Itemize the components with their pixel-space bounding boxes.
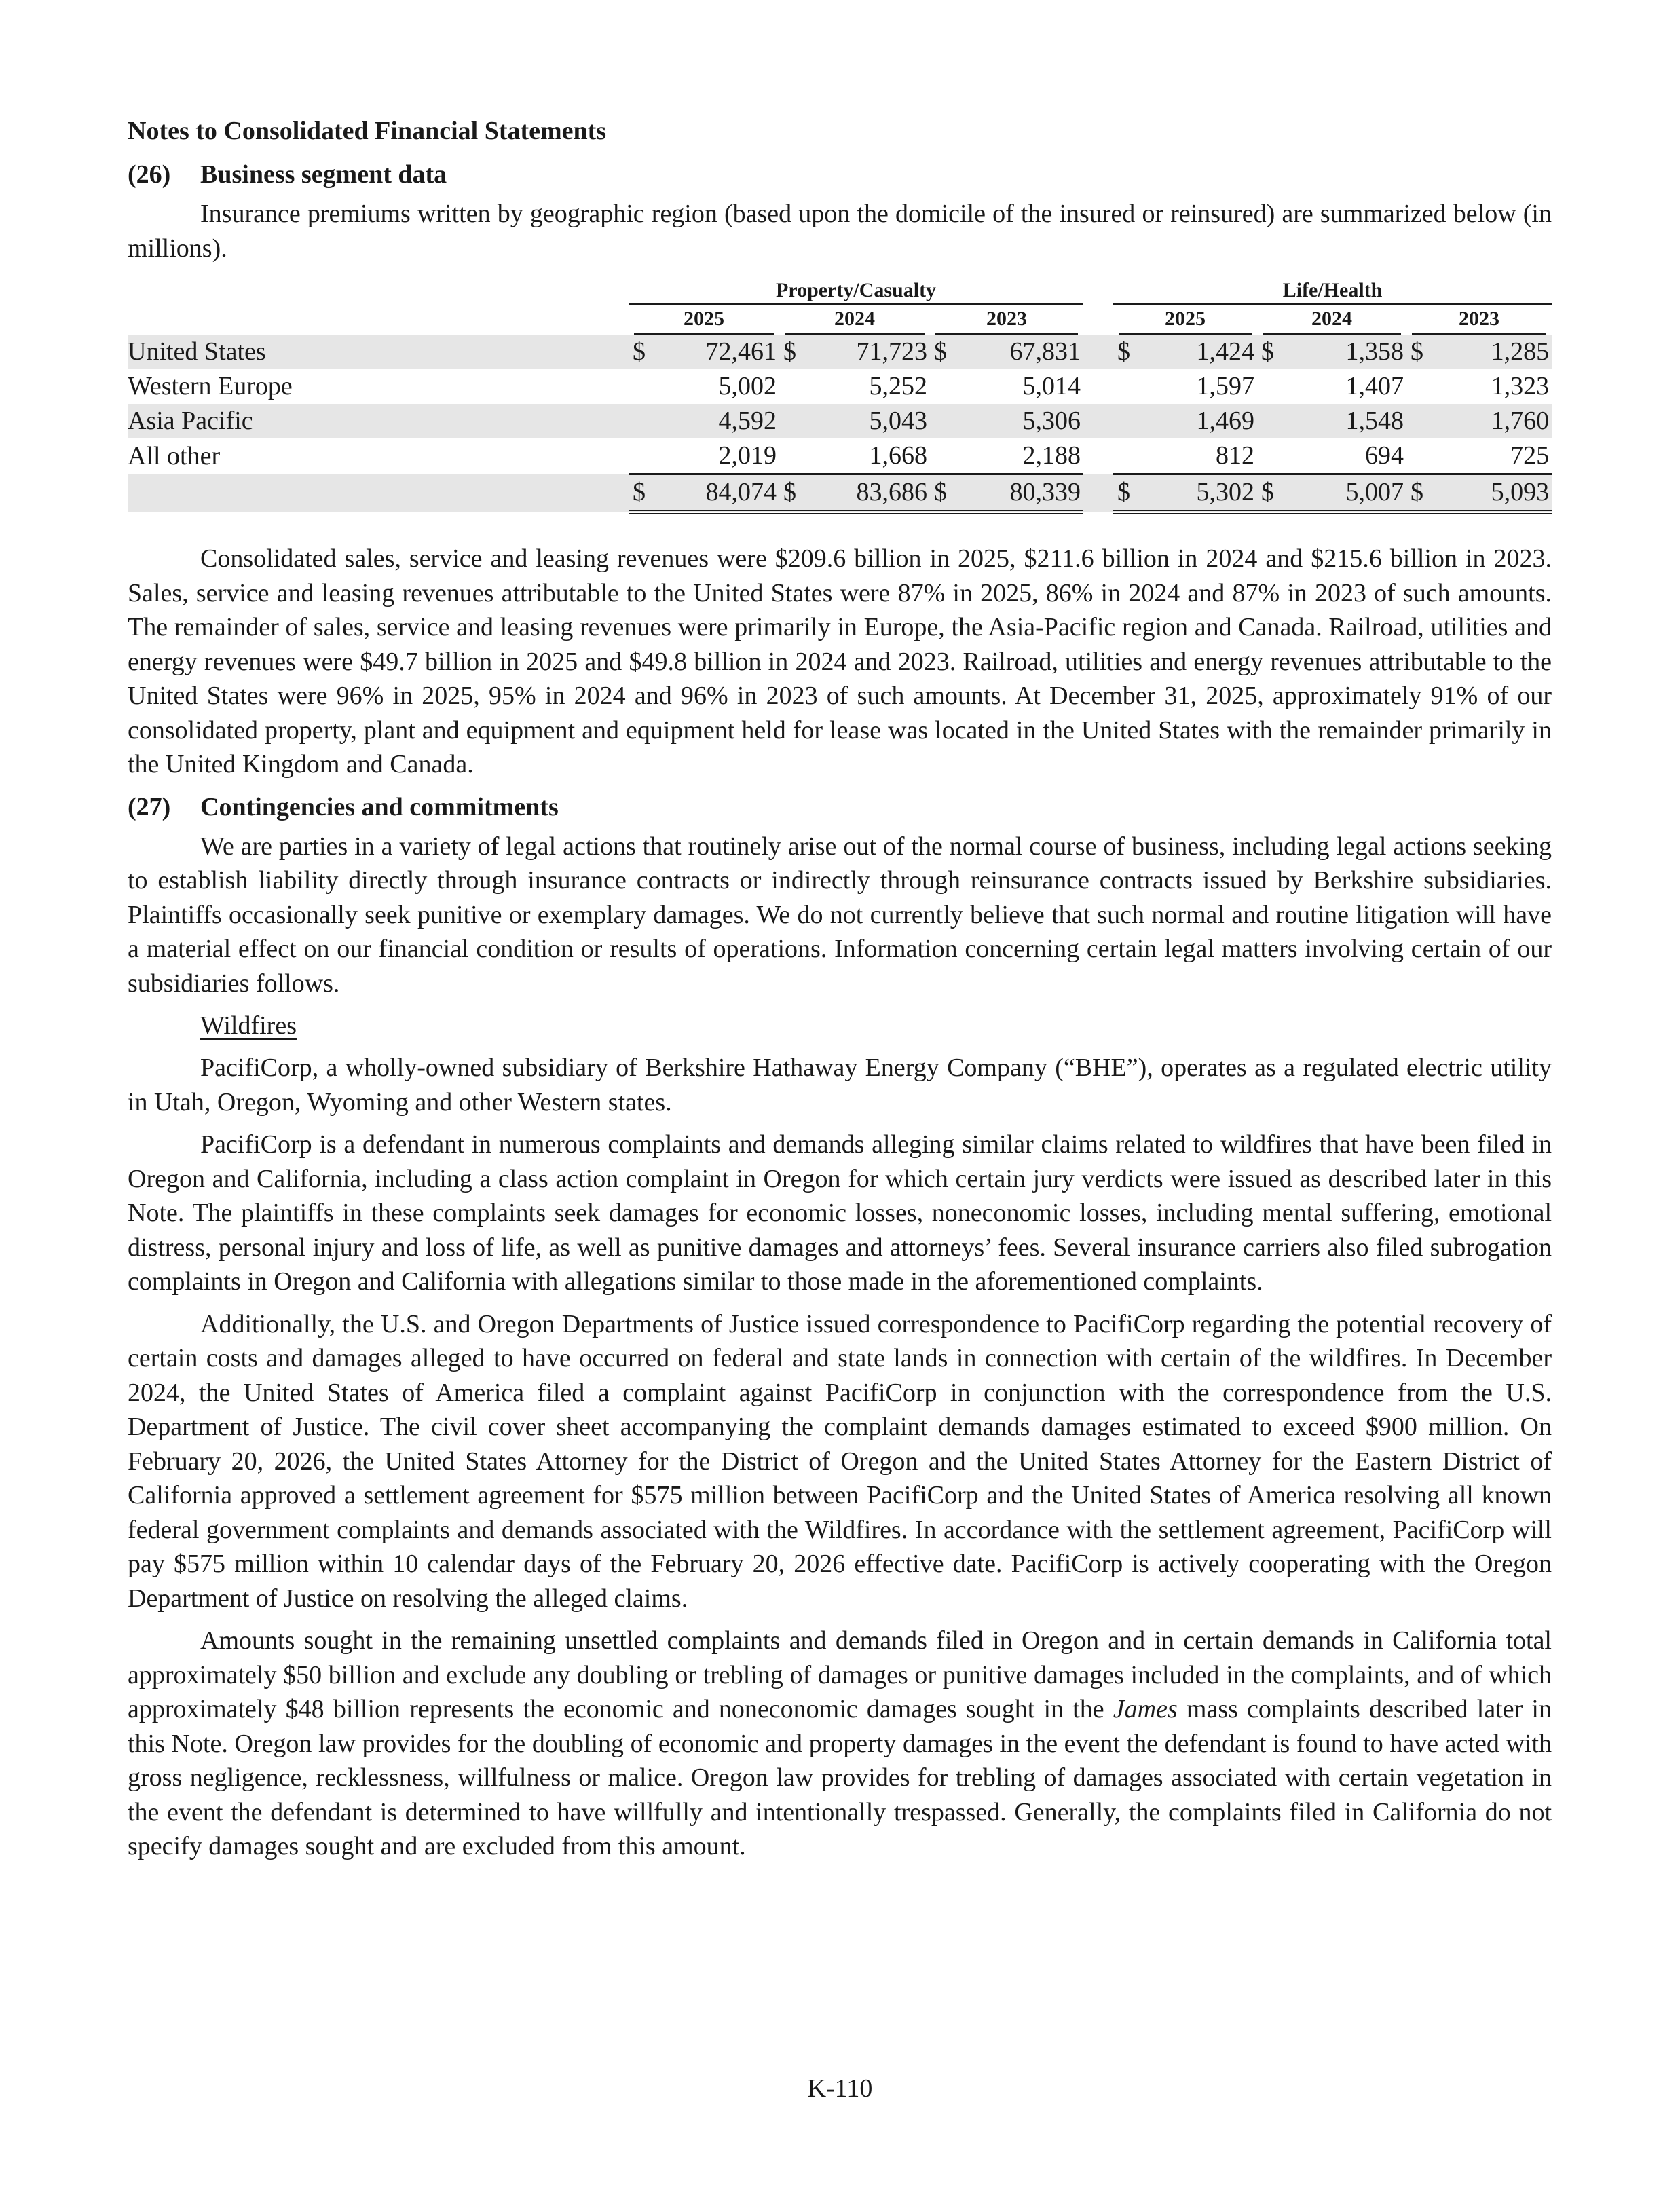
table-cell: 67,831	[950, 335, 1083, 369]
table-row	[128, 438, 1552, 474]
currency-sign: $	[1113, 474, 1134, 512]
page-content	[128, 114, 1552, 1872]
row-label: United States	[128, 335, 629, 369]
table-group-header-row	[128, 278, 1552, 305]
total-row-label	[128, 474, 629, 512]
currency-sign: $	[629, 335, 649, 369]
year-header: 2024	[1263, 305, 1401, 335]
currency-sign: $	[930, 335, 950, 369]
table-cell: 1,424	[1134, 335, 1257, 369]
currency-sign: $	[1257, 474, 1277, 512]
table-cell: 5,014	[1022, 372, 1081, 400]
row-label: All other	[128, 441, 221, 470]
damages-text-part-2: mass complaints described later in this Note. Oregon law provides for the doubling of economic and property damages in the event the defendant is found to have acted with gross negligence, recklessness, willfulness or malice. Oregon law provides for trebling of damages associated with certain vegetation in the event the defendant is determined to have willfully and intentionally trespassed. Generally, the complaints filed in California do not specify damages sought and are excluded from this amount.	[128, 1695, 1552, 1860]
year-header: 2023	[935, 305, 1078, 335]
table-cell: 1,407	[1345, 372, 1404, 400]
insurance-premiums-table	[128, 278, 1552, 514]
total-cell: 5,093	[1427, 474, 1552, 512]
table-cell: 2,019	[649, 438, 779, 474]
section-26-number: (26)	[128, 160, 171, 189]
table-cell: 4,592	[649, 404, 779, 438]
table-cell: 5,002	[718, 372, 777, 400]
currency-sign: $	[930, 474, 950, 512]
notes-title: Notes to Consolidated Financial Statements	[128, 117, 607, 145]
revenues-paragraph: Consolidated sales, service and leasing revenues were $209.6 billion in 2025, $211.6 billion in 2024 and $215.6 billion in 2023. Sales, service and leasing revenues attributable to the United States were 87% in 2025, 86% in 2024 and 87% in 2023 of such amounts. The remainder of sales, service and leasing revenues were primarily in Europe, the Asia-Pacific region and Canada. Railroad, utilities and energy revenues were $49.7 billion in 2025 and $49.8 billion in 2024 and 2023. Railroad, utilities and energy revenues attributable to the United States were 96% in 2025, 95% in 2024 and 96% in 2023 of such amounts. At December 31, 2025, approximately 91% of our consolidated property, plant and equipment and equipment held for lease was located in the United States with the remainder primarily in the United Kingdom and Canada.	[128, 544, 1552, 779]
table-cell: 72,461	[649, 335, 779, 369]
table-cell: 1,285	[1427, 335, 1552, 369]
year-header: 2024	[785, 305, 925, 335]
total-cell: 5,007	[1277, 474, 1406, 512]
section-26-title: Business segment data	[200, 160, 447, 189]
currency-sign: $	[1257, 335, 1277, 369]
table-cell: 5,043	[800, 404, 930, 438]
table-cell: 1,323	[1491, 372, 1550, 400]
table-year-header-row	[128, 305, 1552, 335]
row-label: Western Europe	[128, 372, 293, 400]
currency-sign: $	[629, 474, 649, 512]
total-cell: 83,686	[800, 474, 930, 512]
legal-actions-paragraph: We are parties in a variety of legal actions that routinely arise out of the normal course of business, including legal actions seeking to establish liability directly through insurance contracts or indirectly through reinsurance contracts issued by Berkshire subsidiaries. Plaintiffs occasionally seek punitive or exemplary damages. We do not currently believe that such normal and routine litigation will have a material effect on our financial condition or results of operations. Information concerning certain legal matters involving certain of our subsidiaries follows.	[128, 831, 1552, 998]
table-cell: 1,668	[800, 438, 930, 474]
table-row	[128, 335, 1552, 369]
table-cell: 694	[1277, 438, 1406, 474]
year-header: 2025	[1119, 305, 1252, 335]
table-cell: 1,760	[1427, 404, 1552, 438]
section-27-title: Contingencies and commitments	[200, 792, 559, 821]
james-case-name: James	[1113, 1695, 1178, 1723]
currency-sign: $	[1406, 474, 1427, 512]
section-26-heading	[128, 157, 1552, 191]
table-cell: 812	[1134, 438, 1257, 474]
table-cell: 2,188	[950, 438, 1083, 474]
currency-sign: $	[1406, 335, 1427, 369]
total-cell: 80,339	[950, 474, 1083, 512]
table-cell: 725	[1427, 438, 1552, 474]
table-cell: 5,306	[950, 404, 1083, 438]
section-27-heading	[128, 790, 1552, 824]
table-row	[128, 369, 1552, 404]
section-27-number: (27)	[128, 792, 171, 821]
table-cell: 1,548	[1277, 404, 1406, 438]
damages-text-part-1: Amounts sought in the remaining unsettled complaints and demands filed in Oregon and in certain demands in California total approximately $50 billion and exclude any doubling or trebling of damages or punitive damages included in the complaints, and of which approximately $48 billion represents the economic and noneconomic damages sought in the	[128, 1626, 1552, 1723]
table-total-row	[128, 474, 1552, 512]
pacificorp-paragraph: PacifiCorp, a wholly-owned subsidiary of Berkshire Hathaway Energy Company (“BHE”), operates as a regulated electric utility in Utah, Oregon, Wyoming and other Western states.	[128, 1053, 1552, 1117]
currency-sign: $	[779, 474, 800, 512]
wildfire-complaints-paragraph: PacifiCorp is a defendant in numerous complaints and demands alleging similar claims related to wildfires that have been filed in Oregon and California, including a class action complaint in Oregon for which certain jury verdicts were issued as described later in this Note. The plaintiffs in these complaints seek damages for economic losses, noneconomic losses, including mental suffering, emotional distress, personal injury and loss of life, as well as punitive damages and attorneys’ fees. Several insurance carriers also filed subrogation complaints in Oregon and California with allegations similar to those made in the aforementioned complaints.	[128, 1130, 1552, 1296]
doj-settlement-paragraph: Additionally, the U.S. and Oregon Departments of Justice issued correspondence to PacifiCorp regarding the potential recovery of certain costs and damages alleged to have occurred on federal and state lands in connection with certain of the wildfires. In December 2024, the United States of America filed a complaint against PacifiCorp in conjunction with the correspondence from the U.S. Department of Justice. The civil cover sheet accompanying the complaint demands damages estimated to exceed $900 million. On February 20, 2026, the United States Attorney for the District of Oregon and the United States Attorney for the Eastern District of California approved a settlement agreement for $575 million between PacifiCorp and the United States of America resolving all known federal government complaints and demands associated with the Wildfires. In accordance with the settlement agreement, PacifiCorp will pay $575 million within 10 calendar days of the February 20, 2026 effective date. PacifiCorp is actively cooperating with the Oregon Department of Justice on resolving the alleged claims.	[128, 1309, 1552, 1613]
group-header-life-health: Life/Health	[1113, 278, 1552, 305]
year-header: 2023	[1412, 305, 1546, 335]
page-number: K-110	[807, 2074, 873, 2103]
row-label: Asia Pacific	[128, 404, 629, 438]
table-cell: 71,723	[800, 335, 930, 369]
table-cell: 1,469	[1134, 404, 1257, 438]
total-cell: 5,302	[1134, 474, 1257, 512]
table-cell: 1,597	[1196, 372, 1255, 400]
section-26-intro: Insurance premiums written by geographic region (based upon the domicile of the insured or reinsured) are summarized below (in millions).	[128, 200, 1552, 263]
group-header-property-casualty: Property/Casualty	[629, 278, 1083, 305]
currency-sign: $	[1113, 335, 1134, 369]
table-cell: 1,358	[1277, 335, 1406, 369]
total-cell: 84,074	[649, 474, 779, 512]
wildfires-subheading: Wildfires	[200, 1011, 297, 1040]
damages-sought-paragraph	[128, 1624, 1552, 1864]
currency-sign: $	[779, 335, 800, 369]
year-header: 2025	[634, 305, 774, 335]
table-row	[128, 404, 1552, 438]
table-cell: 5,252	[869, 372, 927, 400]
